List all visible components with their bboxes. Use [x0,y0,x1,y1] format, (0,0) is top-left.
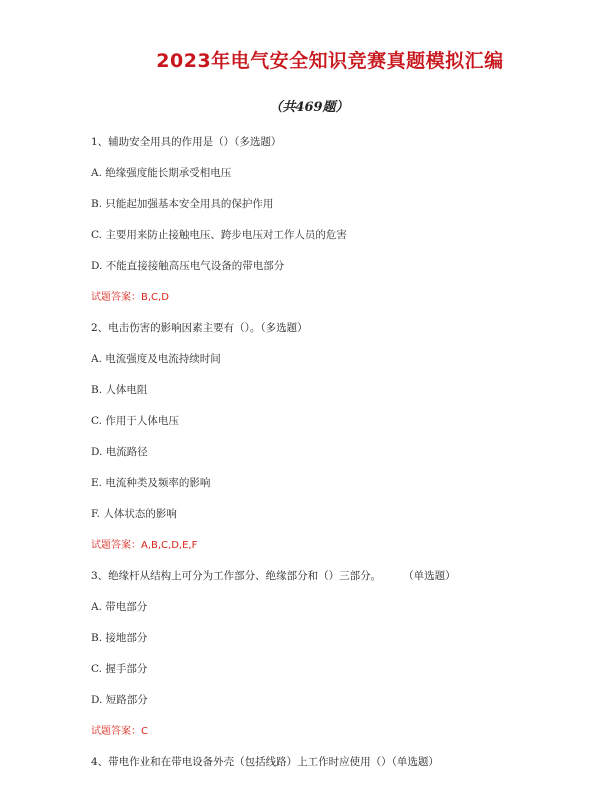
option-d: D. 不能直接接触高压电气设备的带电部分 [91,260,285,272]
answer-text: 试题答案：C [91,726,148,737]
answer-text: 试题答案：B,C,D [91,292,169,303]
question-3 [91,569,571,739]
option-a: A. 绝缘强度能长期承受相电压 [91,167,232,179]
document-title: 2023年电气安全知识竞赛真题模拟汇编 [156,50,504,72]
option-b: B. 接地部分 [91,632,148,644]
option-e: E. 电流种类及频率的影响 [91,477,211,489]
question-list [91,135,571,786]
question-type: （单选题） [403,570,456,582]
answer-text: 试题答案：A,B,C,D,E,F [91,540,198,551]
question-1 [91,135,571,305]
question-stem: 3、绝缘杆从结构上可分为工作部分、绝缘部分和（）三部分。 [91,570,382,582]
option-c: C. 主要用来防止接触电压、跨步电压对工作人员的危害 [91,229,347,241]
option-f: F. 人体状态的影响 [91,508,177,520]
question-stem: 2、电击伤害的影响因素主要有（）。（多选题） [91,322,308,334]
option-b: B. 只能起加强基本安全用具的保护作用 [91,198,274,210]
question-2 [91,321,571,553]
question-stem: 1、辅助安全用具的作用是（）（多选题） [91,136,282,148]
option-a: A. 电流强度及电流持续时间 [91,353,221,365]
question-stem: 4、带电作业和在带电设备外壳（包括线路）上工作时应使用（）（单选题） [91,756,439,768]
option-d: D. 电流路径 [91,446,148,458]
question-stem-row [91,569,571,584]
option-a: A. 带电部分 [91,601,148,613]
option-c: C. 作用于人体电压 [91,415,179,427]
document-subtitle: （共469题） [269,100,349,115]
option-d: D. 短路部分 [91,694,148,706]
option-b: B. 人体电阻 [91,384,148,396]
option-c: C. 握手部分 [91,663,148,675]
